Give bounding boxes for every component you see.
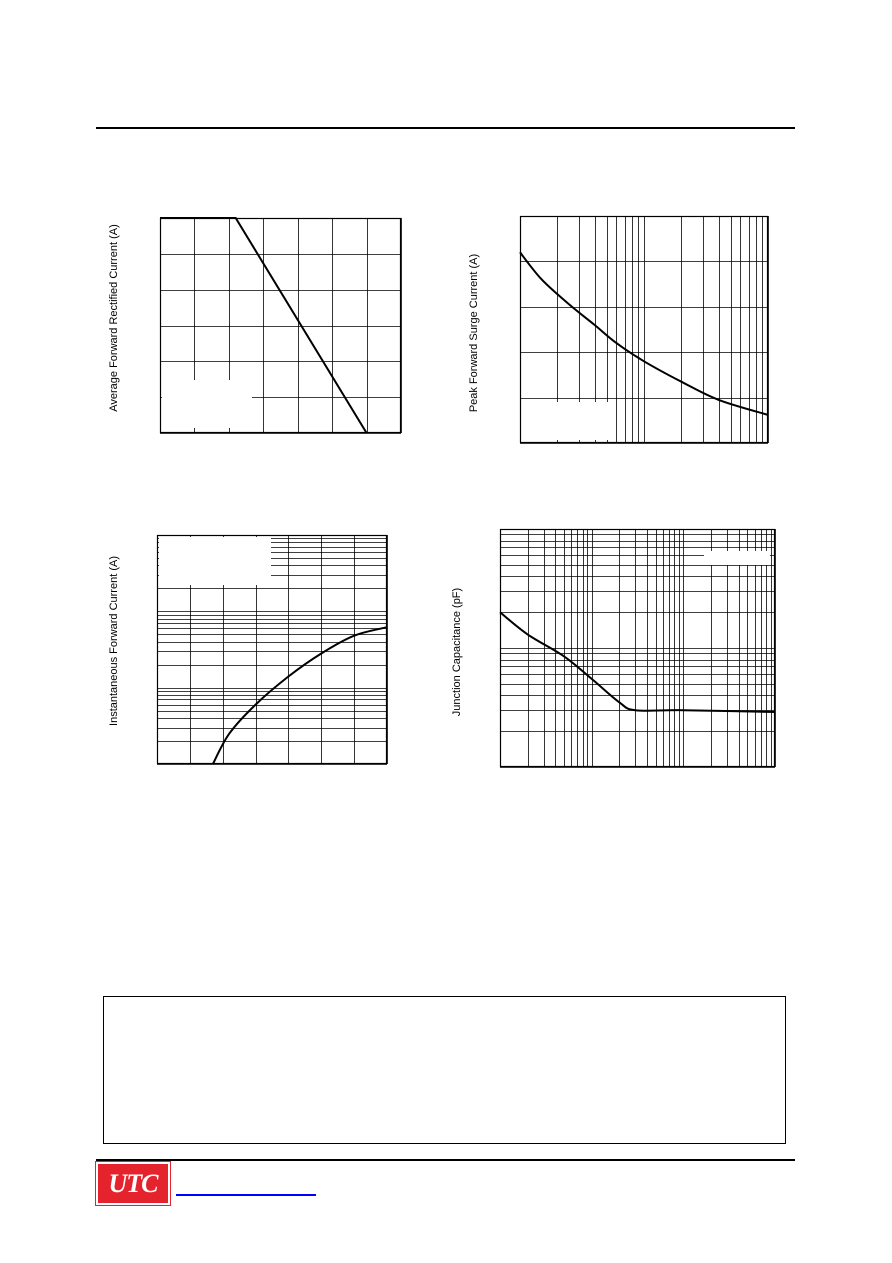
utc-logo: UTC [96, 1162, 170, 1205]
legend-blank-area [159, 537, 271, 585]
chart4-ylabel: Junction Capacitance (pF) [451, 587, 463, 717]
forward-current-derating-chart [160, 218, 401, 433]
chart1-ylabel: Average Forward Rectified Current (A) [108, 224, 120, 412]
chart3-ylabel: Instantaneous Forward Current (A) [108, 556, 120, 726]
chart2-ylabel: Peak Forward Surge Current (A) [468, 253, 480, 413]
forward-characteristic-chart [157, 535, 387, 764]
header-rule [96, 127, 795, 129]
plot-frame [501, 530, 775, 767]
series-line [500, 612, 775, 712]
website-link[interactable] [176, 1194, 316, 1196]
notice-box [103, 996, 786, 1144]
legend-blank-area [704, 551, 770, 565]
footer-rule [96, 1159, 795, 1161]
junction-capacitance-chart [500, 529, 775, 767]
legend-blank-area [162, 380, 252, 428]
peak-surge-current-chart [520, 216, 768, 443]
legend-blank-area [522, 402, 614, 440]
